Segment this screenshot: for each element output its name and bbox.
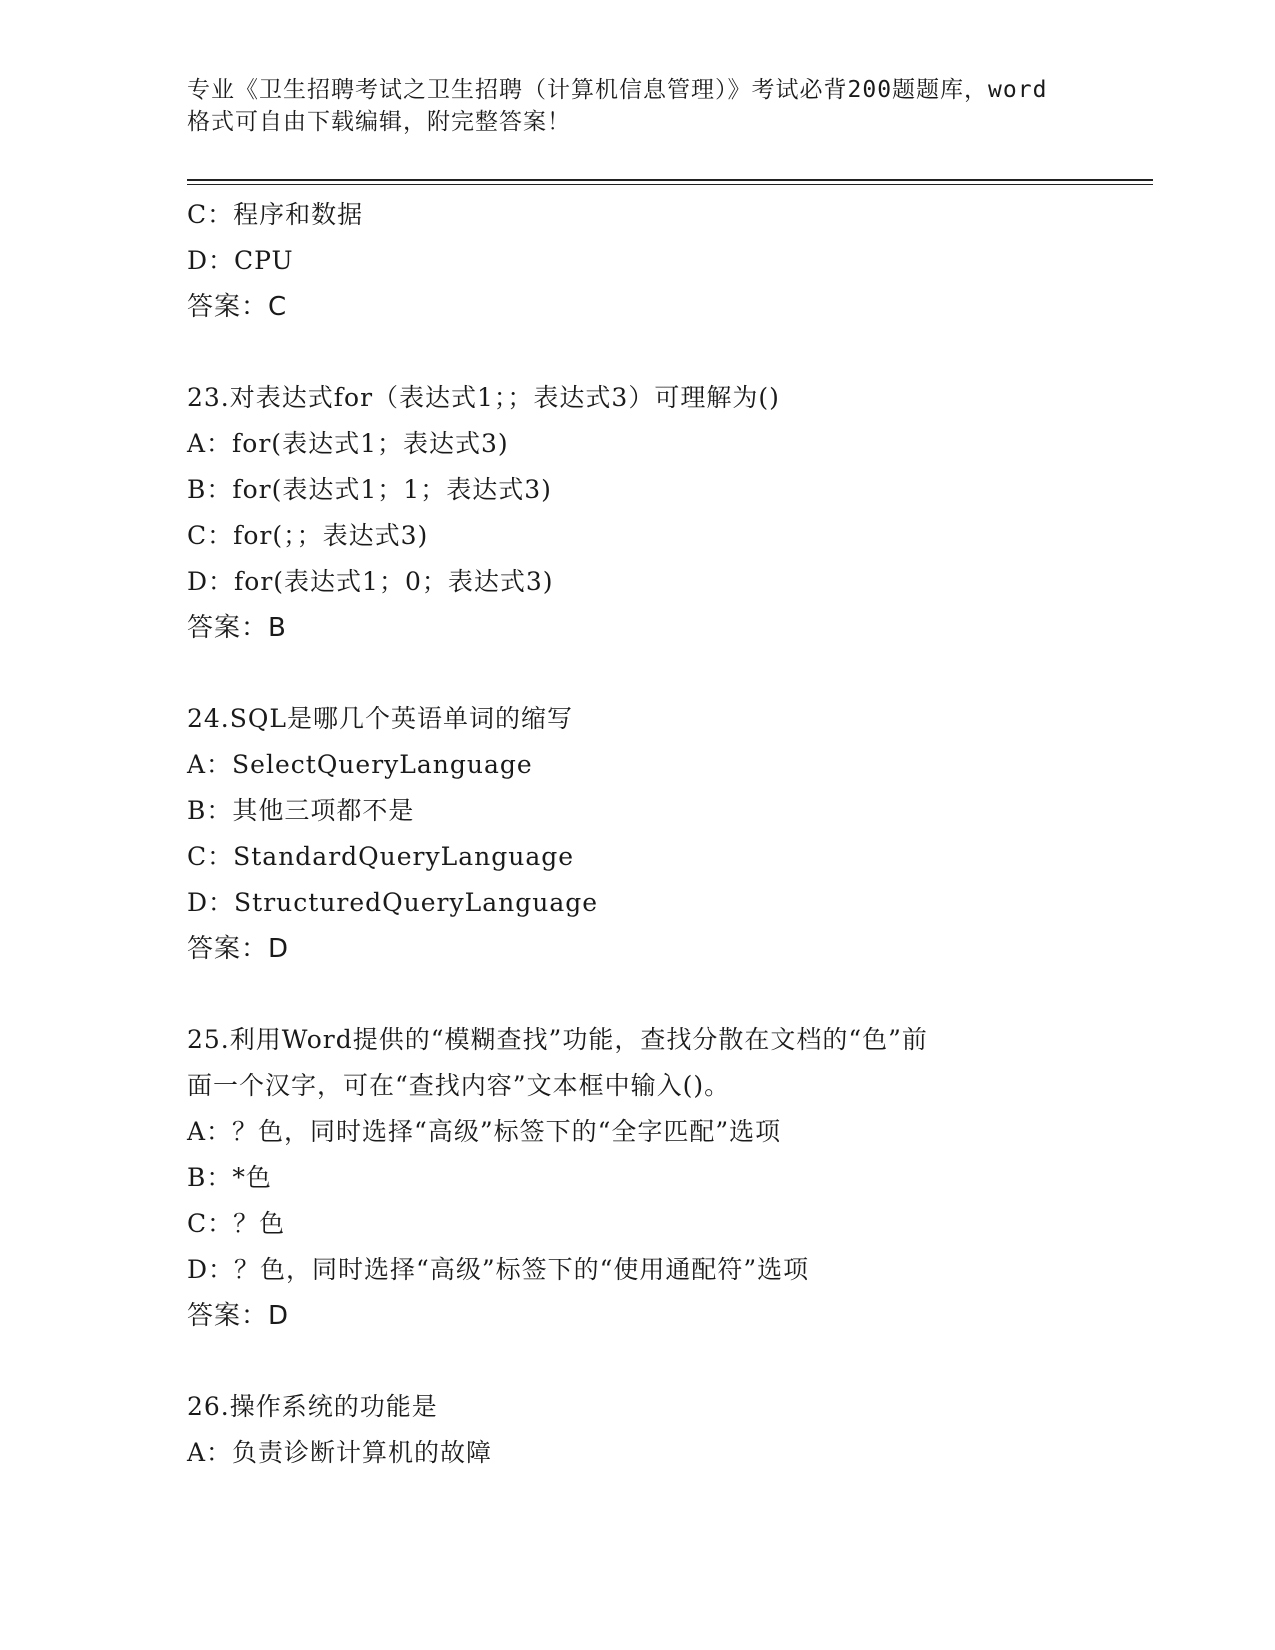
option-a: A：负责诊断计算机的故障 — [187, 1438, 493, 1467]
header-divider-thin — [187, 184, 1153, 185]
option-a: A：for(表达式1；表达式3) — [187, 429, 509, 458]
answer-label: 答案：B — [187, 613, 287, 643]
question-block — [187, 1017, 1147, 1339]
question-list — [187, 192, 1147, 1476]
option-d: D：StructuredQueryLanguage — [187, 888, 599, 917]
question-block — [187, 192, 1147, 330]
question-text: 24.SQL是哪几个英语单词的缩写 — [187, 704, 573, 733]
answer-label: 答案：D — [187, 934, 290, 964]
answer-label: 答案：D — [187, 1301, 290, 1331]
option-d: D：？色，同时选择“高级”标签下的“使用通配符”选项 — [187, 1255, 810, 1284]
header-divider-thick — [187, 179, 1153, 181]
answer-label: 答案：C — [187, 292, 288, 322]
option-d: D：CPU — [187, 246, 294, 275]
option-b: B：*色 — [187, 1163, 272, 1192]
option-c: C：StandardQueryLanguage — [187, 842, 575, 871]
question-block — [187, 696, 1147, 972]
header-line-2: 格式可自由下载编辑，附完整答案！ — [187, 109, 571, 135]
header-line-1: 专业《卫生招聘考试之卫生招聘（计算机信息管理）》考试必背200题题库，word — [187, 77, 1048, 103]
question-text: 26.操作系统的功能是 — [187, 1392, 438, 1421]
document-header — [187, 74, 1087, 138]
question-block — [187, 375, 1147, 651]
question-text: 23.对表达式for（表达式1；；表达式3）可理解为() — [187, 383, 780, 412]
question-text-line-1: 25.利用Word提供的“模糊查找”功能，查找分散在文档的“色”前 — [187, 1025, 928, 1054]
option-d: D：for(表达式1；0；表达式3) — [187, 567, 554, 596]
question-text-line-2: 面一个汉字，可在“查找内容”文本框中输入()。 — [187, 1071, 731, 1100]
option-c: C：for(；；表达式3) — [187, 521, 429, 550]
option-a: A：SelectQueryLanguage — [187, 750, 533, 779]
option-c: C：程序和数据 — [187, 200, 364, 229]
option-a: A：？色，同时选择“高级”标签下的“全字匹配”选项 — [187, 1117, 782, 1146]
option-c: C：？色 — [187, 1209, 286, 1238]
option-b: B：for(表达式1；1；表达式3) — [187, 475, 552, 504]
question-block — [187, 1384, 1147, 1476]
option-b: B：其他三项都不是 — [187, 796, 415, 825]
